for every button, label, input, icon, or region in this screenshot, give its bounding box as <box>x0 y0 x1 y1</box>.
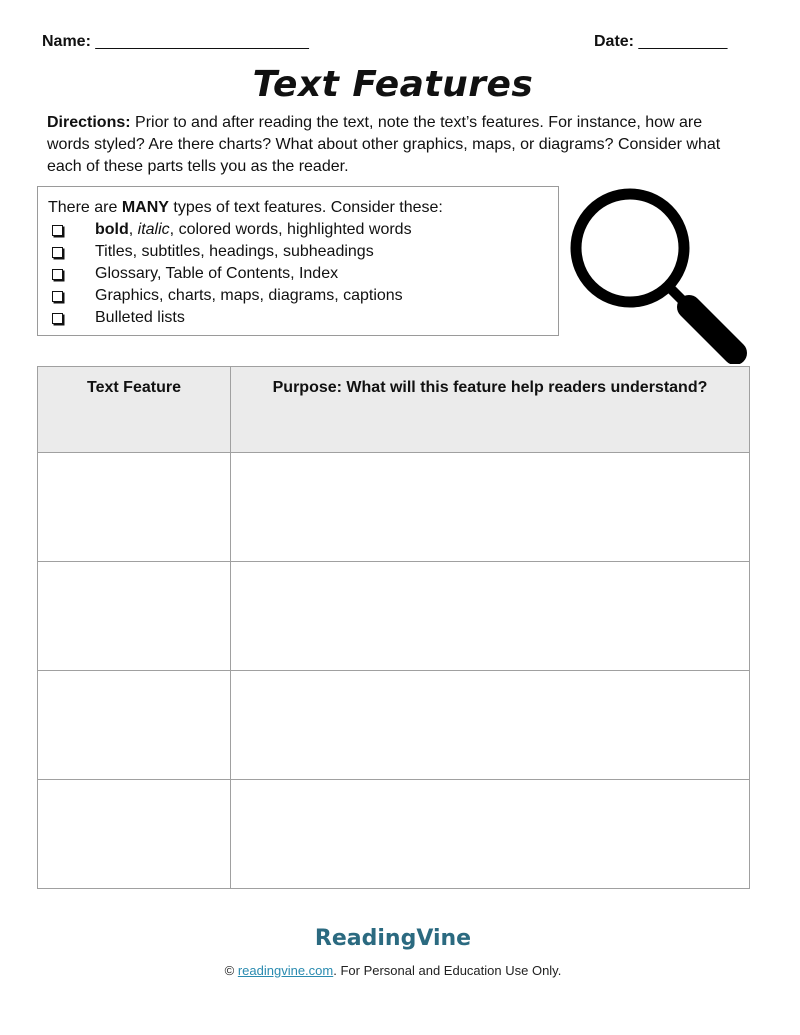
table-row <box>38 453 750 562</box>
table-row <box>38 780 750 889</box>
table-row <box>38 562 750 671</box>
list-item-label: Glossary, Table of Contents, Index <box>95 265 339 282</box>
item-italic: italic <box>137 221 170 238</box>
directions-label: Directions: <box>47 114 131 131</box>
features-box <box>37 186 559 336</box>
footer-link[interactable]: readingvine.com <box>237 963 334 978</box>
item-rest: , colored words, highlighted words <box>169 221 412 238</box>
text-feature-cell[interactable] <box>38 562 231 671</box>
directions-text: Prior to and after reading the text, note the text’s features. For instance, how are words styled? Are there charts? What about other graphics, maps, or diagrams? Consider what each of these parts tells you as the reader. <box>47 114 721 175</box>
text-features-table <box>37 366 750 889</box>
item-sep: , <box>128 221 138 238</box>
copyright-symbol: © <box>224 963 238 978</box>
list-item <box>48 263 548 285</box>
table-header-row <box>38 367 750 453</box>
readingvine-logo: ReadingVine <box>314 926 472 951</box>
list-item <box>48 241 548 263</box>
directions <box>47 112 747 178</box>
list-item <box>48 307 548 329</box>
features-intro <box>48 197 548 219</box>
list-item <box>48 219 548 241</box>
magnifying-glass-icon <box>565 184 750 364</box>
intro-text-pre: There are <box>48 199 122 216</box>
checkbox-icon[interactable] <box>52 313 63 324</box>
checkbox-icon[interactable] <box>52 225 63 236</box>
date-field[interactable] <box>594 33 727 51</box>
purpose-cell[interactable] <box>231 780 750 889</box>
page-title: Text Features <box>252 64 534 105</box>
list-item-label: Graphics, charts, maps, diagrams, captions <box>95 287 403 304</box>
text-feature-cell[interactable] <box>38 453 231 562</box>
features-list <box>48 219 548 329</box>
name-field[interactable] <box>42 33 309 51</box>
checkbox-icon[interactable] <box>52 247 63 258</box>
text-feature-cell[interactable] <box>38 780 231 889</box>
column-header-text-feature: Text Feature <box>38 367 231 453</box>
purpose-cell[interactable] <box>231 671 750 780</box>
checkbox-icon[interactable] <box>52 291 63 302</box>
table-row <box>38 671 750 780</box>
name-label: Name: <box>42 33 91 50</box>
list-item-label: Titles, subtitles, headings, subheadings <box>95 243 374 260</box>
list-item <box>48 285 548 307</box>
name-blank[interactable]: ________________________ <box>95 33 309 50</box>
intro-text-post: types of text features. Consider these: <box>168 199 443 216</box>
date-blank[interactable]: __________ <box>638 33 728 50</box>
purpose-cell[interactable] <box>231 453 750 562</box>
item-bold: bold <box>95 221 129 238</box>
intro-text-bold: MANY <box>121 199 169 216</box>
footer-copyright <box>0 963 786 978</box>
checkbox-icon[interactable] <box>52 269 63 280</box>
footer-rest: . For Personal and Education Use Only. <box>333 963 562 978</box>
list-item-label <box>95 219 412 241</box>
column-header-purpose: Purpose: What will this feature help readers understand? <box>231 367 750 453</box>
date-label: Date: <box>594 33 635 50</box>
list-item-label: Bulleted lists <box>95 309 185 326</box>
purpose-cell[interactable] <box>231 562 750 671</box>
text-feature-cell[interactable] <box>38 671 231 780</box>
